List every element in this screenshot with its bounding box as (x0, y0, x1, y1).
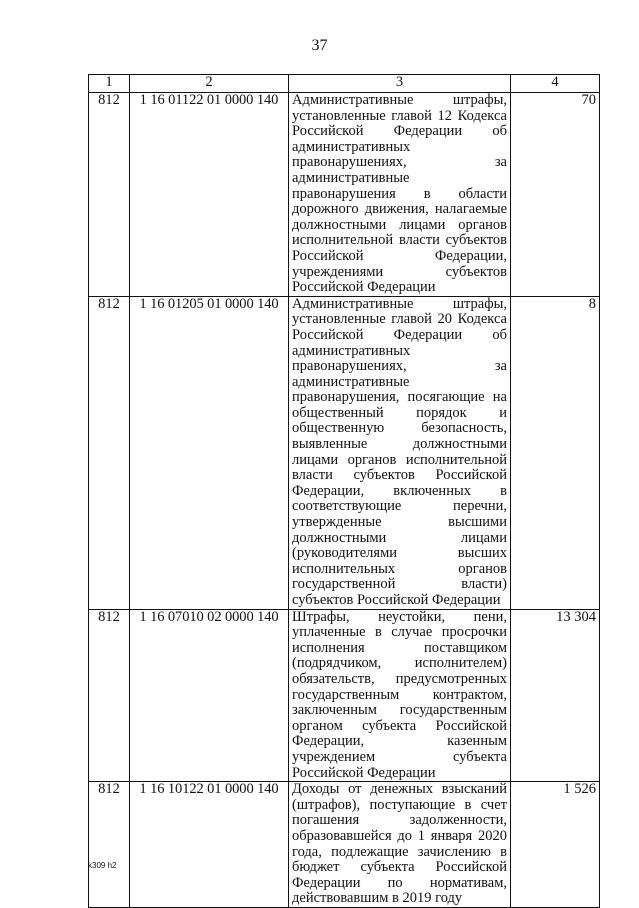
amount-cell: 70 (511, 93, 600, 297)
footer-code: k309 h2 (88, 861, 117, 870)
admin-code-cell: 812 (89, 296, 130, 609)
admin-code-cell: 812 (89, 782, 130, 908)
header-col-4: 4 (511, 75, 600, 93)
header-col-3: 3 (289, 75, 511, 93)
revenue-table (88, 74, 600, 908)
budget-code-cell: 1 16 01205 01 0000 140 (130, 296, 289, 609)
budget-code-cell: 1 16 07010 02 0000 140 (130, 609, 289, 782)
table-row (89, 93, 600, 297)
description-cell: Административные штрафы, установленные главой 20 Кодекса Российской Федерации об административных правонарушениях, за административные правонарушения, посягающие на общественный порядок и общественную безопасность, выявленные должностными лицами органов исполнительной власти субъектов Российской Федерации, включенных в соответствующие перечни, утвержденные высшими должностными лицами (руководителями высших исполнительных органов государственной власти) субъектов Российской Федерации (289, 296, 511, 609)
description-cell: Доходы от денежных взысканий (штрафов), поступающие в счет погашения задолженности, образовавшейся до 1 января 2020 года, подлежащие зачислению в бюджет субъекта Российской Федерации по нормативам, действовавшим в 2019 году (289, 782, 511, 908)
header-col-2: 2 (130, 75, 289, 93)
table-row (89, 609, 600, 782)
description-cell: Штрафы, неустойки, пени, уплаченные в случае просрочки исполнения поставщиком (подрядчиком, исполнителем) обязательств, предусмотренных государственным контрактом, заключенным государственным органом субъекта Российской Федерации, казенным учреждением субъекта Российской Федерации (289, 609, 511, 782)
page-number: 37 (311, 37, 328, 54)
table-row (89, 296, 600, 609)
amount-cell: 8 (511, 296, 600, 609)
admin-code-cell: 812 (89, 609, 130, 782)
amount-cell: 13 304 (511, 609, 600, 782)
admin-code-cell: 812 (89, 93, 130, 297)
amount-cell: 1 526 (511, 782, 600, 908)
budget-code-cell: 1 16 10122 01 0000 140 (130, 782, 289, 908)
description-cell: Административные штрафы, установленные главой 12 Кодекса Российской Федерации об административных правонарушениях, за административные правонарушения в области дорожного движения, налагаемые должностными лицами органов исполнительной власти субъектов Российской Федерации, учреждениями субъектов Российской Федерации (289, 93, 511, 297)
table-row (89, 782, 600, 908)
table-header-row (89, 75, 600, 93)
header-col-1: 1 (89, 75, 130, 93)
budget-code-cell: 1 16 01122 01 0000 140 (130, 93, 289, 297)
